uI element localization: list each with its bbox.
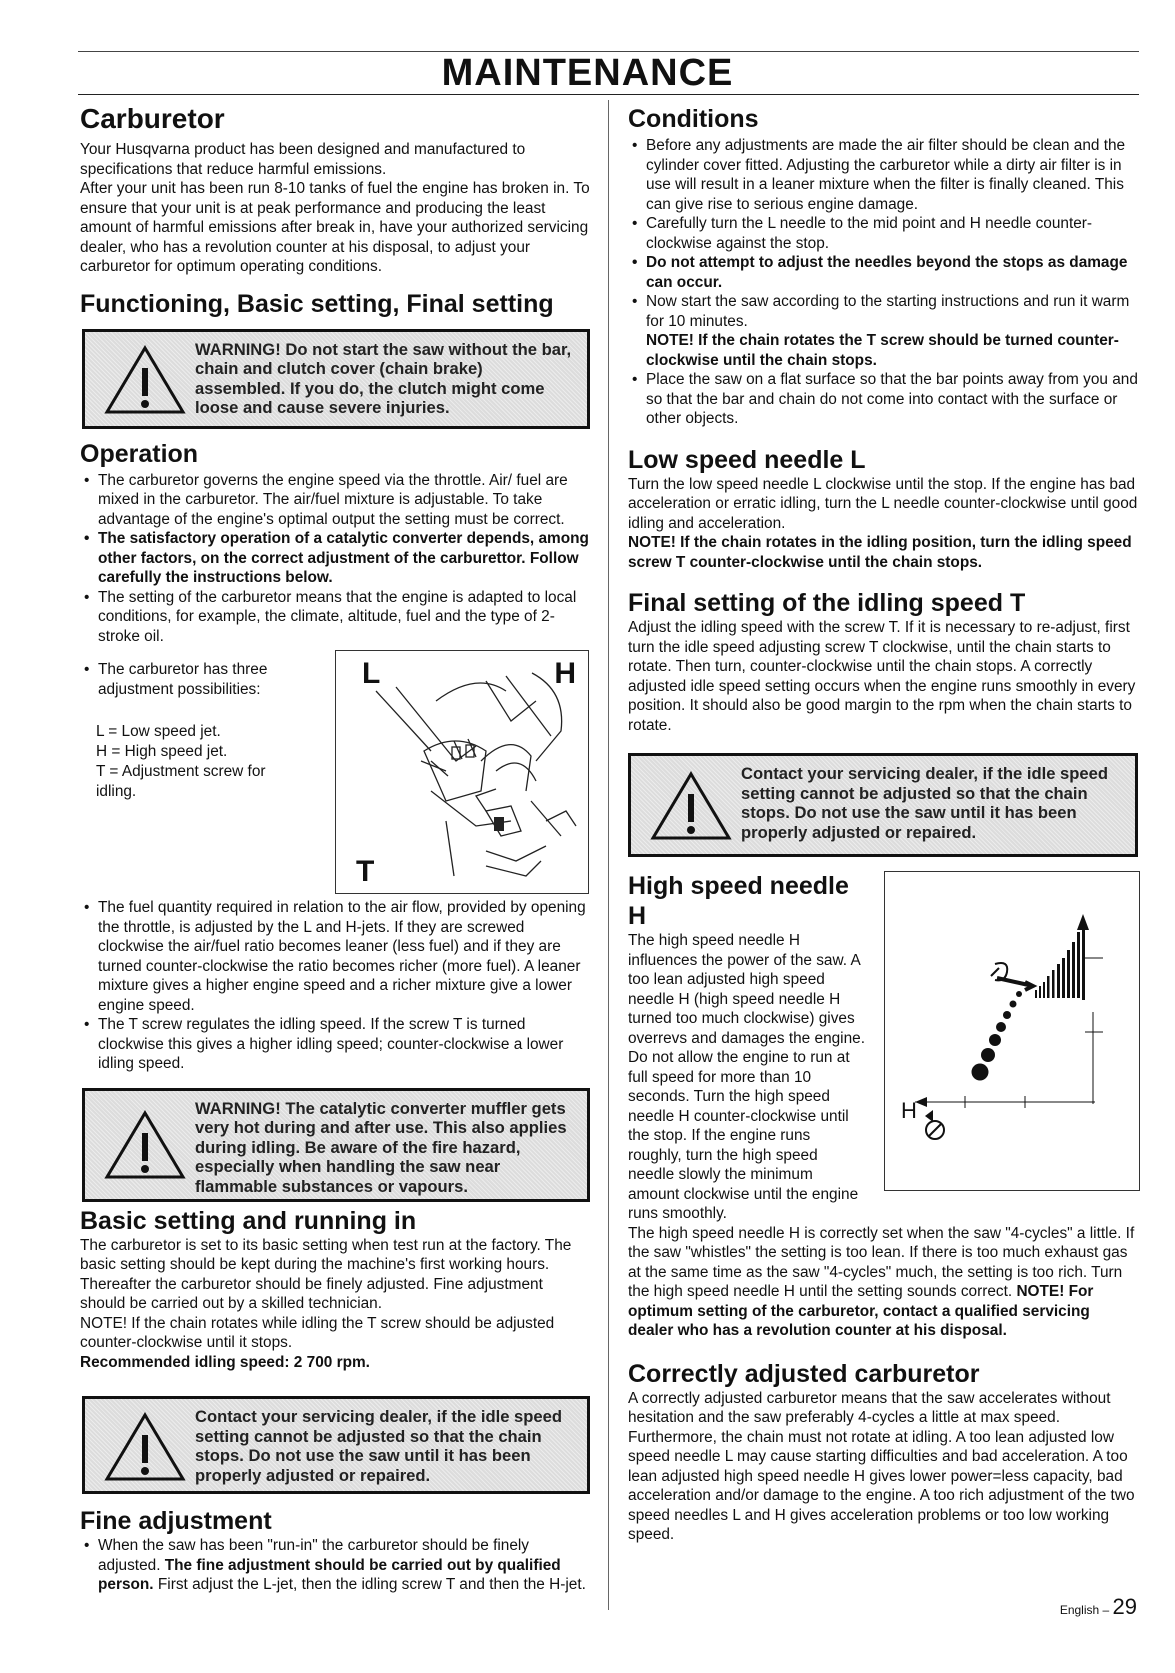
list-item [628, 292, 1138, 370]
list-item [80, 1536, 590, 1595]
warning-triangle-icon [103, 344, 187, 416]
footer-separator: – [1099, 1603, 1113, 1617]
fig-label-h: H [901, 1098, 917, 1123]
operation-list-2 [80, 898, 590, 1074]
fine-text-a: When the saw has been "run-in" the carburetor should be finely adjusted. [98, 1537, 529, 1574]
conditions-list [628, 136, 1138, 429]
fine-text-c: First adjust the L-jet, then the idling screw T and then the H-jet. [153, 1576, 586, 1593]
low-speed-note: NOTE! If the chain rotates in the idling position, turn the idling speed screw T counter-clockwise until the chain stops. [628, 534, 1132, 571]
left-column [80, 100, 590, 1595]
list-item: • Carefully turn the L needle to the mid point and H needle counter-clockwise against the stop. [628, 214, 1138, 253]
list-item: • The satisfactory operation of a catalytic converter depends, among other factors, on the correct adjustment of the carburettor. Follow carefully the instructions below. [80, 529, 590, 588]
high-speed-heading: High speed needle H [628, 872, 849, 930]
operation-heading: Operation [80, 439, 199, 468]
functioning-heading: Functioning, Basic setting, Final setting [80, 289, 554, 318]
warning-box-final [628, 753, 1138, 857]
high-speed-block [628, 871, 1138, 1224]
column-divider [608, 100, 609, 1610]
fine-text-b: The fine adjustment should be carried out by qualified person. [98, 1556, 561, 1593]
fig-label-t: T [356, 855, 375, 888]
final-setting-text: Adjust the idling speed with the screw T. If it is necessary to re-adjust, first turn the idle speed adjusting screw T clockwise, until the chain starts to rotate. Then turn, counter-clockwise until the chain stops. A correctly adjusted idle speed setting occurs when the engine runs smoothly in every position. It should also be good margin to the rpm when the chain starts to rotate. [628, 619, 1136, 734]
needle-adjustment-icon [885, 872, 1139, 1190]
title-rule [78, 94, 1139, 95]
t-definition: T = Adjustment screw for idling. [96, 763, 266, 800]
conditions-note: NOTE! If the chain rotates the T screw should be turned counter-clockwise until the chain stops. [646, 332, 1119, 369]
correctly-adjusted-heading: Correctly adjusted carburetor [628, 1359, 980, 1388]
fig-label-l: L [362, 657, 381, 690]
adjustment-block [80, 650, 590, 898]
carburetor-heading: Carburetor [80, 103, 225, 134]
correctly-adjusted-text: A correctly adjusted carburetor means that the saw accelerates without hesitation and the saw preferably 4-cycles a little at max speed. Furthermore, the chain must not rotate at idling. A too lean adjusted low speed needle L may cause starting difficulties and bad acceleration. A too lean adjusted high speed needle H gives lower power=less capacity, bad acceleration and/or damage to the engine. A too rich adjustment of the two speed needles L and H gives acceleration problems or too low working speed. [628, 1389, 1135, 1543]
list-item: • The T screw regulates the idling speed. If the screw T is turned clockwise this gives a higher idling speed; counter-clockwise a lower idling speed. [80, 1015, 590, 1074]
l-definition: L = Low speed jet. [96, 723, 221, 740]
conditions-start: Now start the saw according to the starting instructions and run it warm for 10 minutes. [646, 293, 1130, 330]
basic-setting-text: The carburetor is set to its basic setting when test run at the factory. The basic setting should be kept during the machine's first working hours. Thereafter the carburetor should be finely adjusted. Fine adjustment should be carried out by a skilled technician. [80, 1236, 572, 1312]
low-speed-heading: Low speed needle L [628, 445, 866, 474]
high-speed-text: The high speed needle H influences the power of the saw. A too lean adjusted high speed needle H (high speed needle H turned too much clockwise) gives overrevs and damages the engine. Do not allow the engine to run at full speed for more than 10 seconds. Turn the high speed needle H counter-clockwise until the stop. If the engine runs roughly, turn the high speed needle slowly the minimum amount clockwise until the engine runs smoothly. [628, 932, 865, 1222]
h-definition: H = High speed jet. [96, 743, 228, 760]
warning-box-muffler [82, 1088, 590, 1202]
fig-label-h: H [554, 657, 576, 690]
list-item: • The carburetor governs the engine speed via the throttle. Air/ fuel are mixed in the carburetor. The air/fuel mixture is adjustable. To take advantage of the engine's optimal output the setting must be correct. [80, 471, 590, 530]
final-setting-heading: Final setting of the idling speed T [628, 589, 1026, 617]
warning-text: Contact your servicing dealer, if the idle speed setting cannot be adjusted so that the chain stops. Do not use the saw until it has been properly adjusted or repaired. [741, 764, 1109, 842]
low-speed-text: Turn the low speed needle L clockwise until the stop. If the engine has bad acceleration or erratic idling, turn the L needle counter-clockwise until good idling and acceleration. [628, 475, 1138, 532]
list-item: • Do not attempt to adjust the needles beyond the stops as damage can occur. [628, 253, 1138, 292]
warning-triangle-icon [103, 1411, 187, 1483]
warning-text: WARNING! Do not start the saw without the bar, chain and clutch cover (chain brake) assembled. If you do, the clutch might come loose and cause severe injuries. [195, 339, 572, 417]
page-number: 29 [1112, 1594, 1137, 1619]
list-item: • The fuel quantity required in relation to the air flow, provided by opening the throttle, is adjusted by the L and H-jets. If they are screwed clockwise the air/fuel ratio becomes leaner (less fuel) and if they are turned counter-clockwise the ratio becomes richer (more fuel). A leaner mixture gives a higher engine speed and a richer mixture give a lower engine speed. [80, 898, 590, 1015]
list-item: • Before any adjustments are made the air filter should be clean and the cylinder cover fitted. Adjusting the carburetor while a dirty air filter is in use will result in a leaner mixture when the filter is finally cleaned. This can give rise to serious engine damage. [628, 136, 1138, 214]
page-title: MAINTENANCE [441, 52, 734, 94]
recommended-idle-speed: Recommended idling speed: 2 700 rpm. [80, 1353, 370, 1371]
list-item: • Place the saw on a flat surface so that the bar points away from you and so that the bar and chain do not come into contact with the surface or other objects. [628, 370, 1138, 429]
warning-text: Contact your servicing dealer, if the idle speed setting cannot be adjusted so that the chain stops. Do not use the saw until it has been properly adjusted or repaired. [195, 1407, 563, 1485]
footer-language: English [1059, 1603, 1100, 1617]
operation-list [80, 471, 590, 647]
fine-adjustment-heading: Fine adjustment [80, 1507, 272, 1535]
warning-triangle-icon [103, 1109, 187, 1181]
warning-text: WARNING! The catalytic converter muffler gets very hot during and after use. This also applies during idling. Be aware of the fire hazard, especially when handling the saw near flammable substances or vapours. [195, 1098, 567, 1196]
page-footer [1060, 1594, 1137, 1620]
high-speed-needle-diagram [884, 871, 1140, 1191]
basic-setting-note: NOTE! If the chain rotates while idling the T screw should be adjusted counter-clockwise until it stops. [80, 1314, 555, 1351]
basic-setting-heading: Basic setting and running in [80, 1206, 417, 1235]
high-speed-correct: The high speed needle H is correctly set when the saw "4-cycles" a little. If the saw "whistles" the setting is too lean. If there is too much exhaust gas at the same time as the saw "4-cycles" much, the setting is too rich. Turn the high speed needle H until the setting sounds correct. [628, 1224, 1135, 1300]
conditions-heading: Conditions [628, 105, 759, 133]
list-item: • The setting of the carburetor means that the engine is adapted to local conditions, for example, the climate, altitude, fuel and the type of 2-stroke oil. [80, 588, 590, 647]
high-speed-text-2 [628, 1224, 1138, 1341]
carburetor-diagram [335, 650, 589, 894]
carburetor-break-in: After your unit has been run 8-10 tanks of fuel the engine has broken in. To ensure that your unit is at peak performance and producing the least amount of harmful emissions after break in, have your authorized servicing dealer, who has a revolution counter at his disposal, to adjust your carburetor for optimum operating conditions. [80, 180, 590, 275]
carburetor-intro: Your Husqvarna product has been designed and manufactured to specifications that reduce harmful emissions. [80, 141, 526, 178]
high-speed-note: NOTE! For optimum setting of the carburetor, contact a qualified servicing dealer who has a revolution counter at his disposal. [628, 1283, 1094, 1339]
list-item: • The carburetor has three adjustment possibilities: [80, 660, 300, 699]
warning-triangle-icon [649, 770, 733, 842]
warning-box-assembly [82, 329, 590, 429]
fine-adjustment-list [80, 1536, 590, 1595]
warning-box-idle [82, 1396, 590, 1494]
adjustment-list [80, 660, 300, 699]
right-column [628, 104, 1138, 1545]
